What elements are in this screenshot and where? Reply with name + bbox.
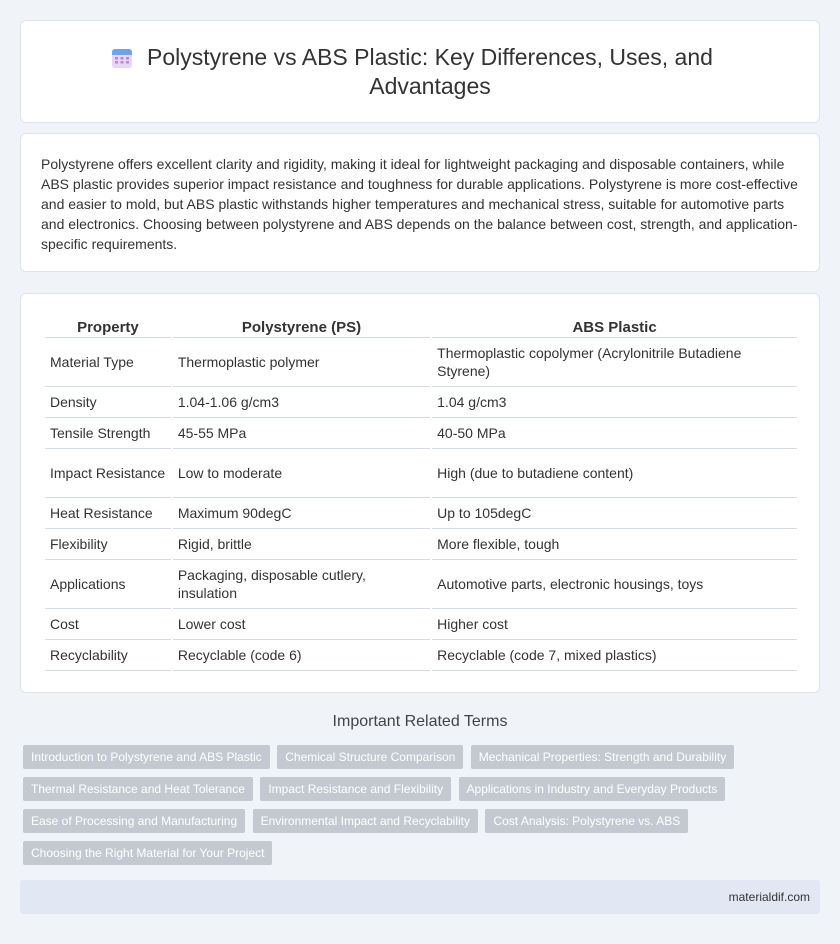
table-cell: Up to 105degC xyxy=(432,498,797,529)
table-cell: Tensile Strength xyxy=(45,418,171,449)
related-terms-list xyxy=(23,745,823,873)
table-row xyxy=(45,560,797,609)
related-term-tag[interactable]: Chemical Structure Comparison xyxy=(277,745,463,769)
table-cell: More flexible, tough xyxy=(432,529,797,560)
table-cell: Maximum 90degC xyxy=(173,498,430,529)
table-cell: 1.04-1.06 g/cm3 xyxy=(173,387,430,418)
table-cell: Recyclability xyxy=(45,640,171,671)
table-cell: Thermoplastic copolymer (Acrylonitrile Butadiene Styrene) xyxy=(432,338,797,387)
header-property: Property xyxy=(45,316,171,338)
related-term-tag[interactable]: Applications in Industry and Everyday Products xyxy=(459,777,726,801)
footer xyxy=(20,880,820,914)
table-cell: Cost xyxy=(45,609,171,640)
table-cell: Automotive parts, electronic housings, toys xyxy=(432,560,797,609)
table-cell: Higher cost xyxy=(432,609,797,640)
related-term-tag[interactable]: Thermal Resistance and Heat Tolerance xyxy=(23,777,253,801)
related-term-tag[interactable]: Impact Resistance and Flexibility xyxy=(260,777,451,801)
header-polystyrene: Polystyrene (PS) xyxy=(173,316,430,338)
table-row xyxy=(45,449,797,498)
table-cell: 45-55 MPa xyxy=(173,418,430,449)
table-cell: Rigid, brittle xyxy=(173,529,430,560)
comparison-card xyxy=(20,293,820,693)
table-cell: Recyclable (code 7, mixed plastics) xyxy=(432,640,797,671)
footer-site-link[interactable]: materialdif.com xyxy=(728,890,810,904)
table-cell: Material Type xyxy=(45,338,171,387)
table-row xyxy=(45,338,797,387)
table-cell: Impact Resistance xyxy=(45,449,171,498)
intro-text: Polystyrene offers excellent clarity and rigidity, making it ideal for lightweight packaging and disposable containers, while ABS plastic provides superior impact resistance and toughness for durable applications. Polystyrene is more cost-effective and easier to mold, but ABS plastic withstands higher temperatures and mechanical stress, suitable for automotive parts and electronics. Choosing between polystyrene and ABS depends on the balance between cost, strength, and application-specific requirements. xyxy=(41,156,798,252)
related-term-tag[interactable]: Mechanical Properties: Strength and Durability xyxy=(471,745,734,769)
table-cell: Packaging, disposable cutlery, insulation xyxy=(173,560,430,609)
table-cell: High (due to butadiene content) xyxy=(432,449,797,498)
related-term-tag[interactable]: Environmental Impact and Recyclability xyxy=(253,809,478,833)
table-cell: Lower cost xyxy=(173,609,430,640)
title-card xyxy=(20,20,820,123)
table-cell: 1.04 g/cm3 xyxy=(432,387,797,418)
table-row xyxy=(45,387,797,418)
table-cell: Flexibility xyxy=(45,529,171,560)
table-row xyxy=(45,529,797,560)
table-cell: Low to moderate xyxy=(173,449,430,498)
related-term-tag[interactable]: Ease of Processing and Manufacturing xyxy=(23,809,245,833)
related-term-tag[interactable]: Cost Analysis: Polystyrene vs. ABS xyxy=(485,809,688,833)
table-row xyxy=(45,640,797,671)
table-cell: Density xyxy=(45,387,171,418)
table-cell: Thermoplastic polymer xyxy=(173,338,430,387)
table-cell: Recyclable (code 6) xyxy=(173,640,430,671)
comparison-table xyxy=(43,316,799,671)
table-cell: Heat Resistance xyxy=(45,498,171,529)
page-title: Polystyrene vs ABS Plastic: Key Differences, Uses, and Advantages xyxy=(147,44,713,99)
intro-card xyxy=(20,133,820,272)
related-term-tag[interactable]: Choosing the Right Material for Your Project xyxy=(23,841,272,865)
related-terms-heading: Important Related Terms xyxy=(332,713,508,730)
related-term-tag[interactable]: Introduction to Polystyrene and ABS Plastic xyxy=(23,745,270,769)
table-row xyxy=(45,609,797,640)
table-row xyxy=(45,498,797,529)
table-header-row xyxy=(45,316,797,338)
table-cell: 40-50 MPa xyxy=(432,418,797,449)
table-cell: Applications xyxy=(45,560,171,609)
header-abs: ABS Plastic xyxy=(432,316,797,338)
table-row xyxy=(45,418,797,449)
